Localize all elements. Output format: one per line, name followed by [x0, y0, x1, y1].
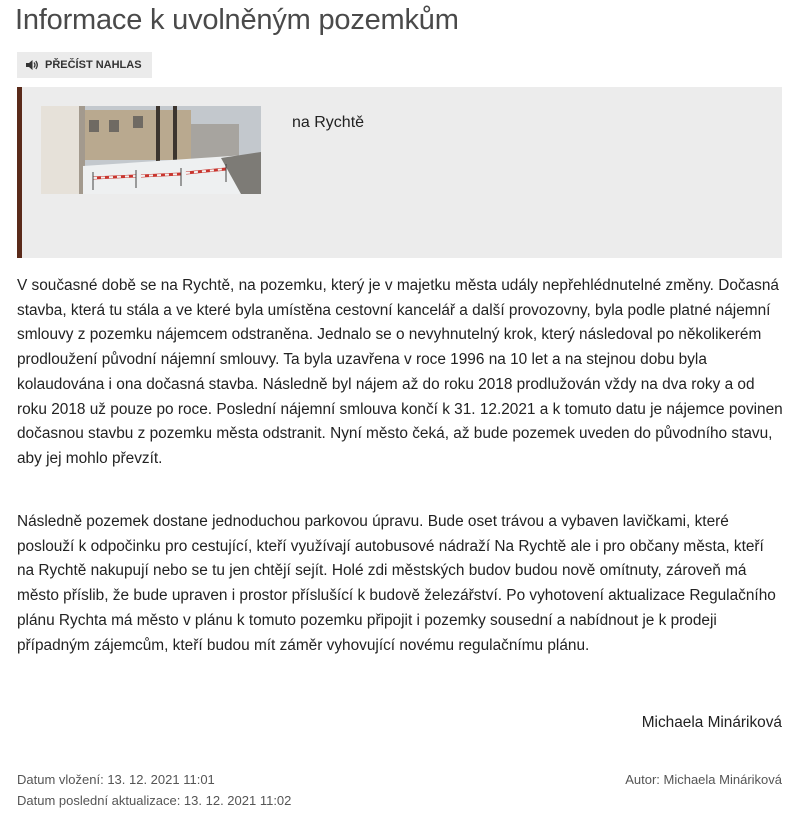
photo-caption: na Rychtě — [292, 114, 365, 131]
article-signature: Michaela Mináriková — [641, 714, 782, 731]
page-title: Informace k uvolněným pozemkům — [15, 4, 459, 36]
speaker-icon — [25, 59, 39, 71]
updated-date: Datum poslední aktualizace: 13. 12. 2021 11:02 — [17, 793, 292, 808]
article-paragraph-1: V současné době se na Rychtě, na pozemku, který je v majetku města udály nepřehlédnutelné změny. Dočasná stavba, která tu stála a ve které byla umístěna cestovní kancelář a další provozovny, byla podle platné nájemní smlouvy z pozemku nájemcem odstraněna. Jednalo se o nevyhnutelný krok, který následoval po několikerém prodloužení původní nájemní smlouvy. Ta byla uzavřena v roce 1996 na 10 let a na stejnou dobu byla kolaudována i ona dočasná stavba. Následně byl nájem až do roku 2018 prodlužován vždy na dva roky a od roku 2018 už pouze po roce. Poslední nájemní smlouva končí k 31. 12.2021 a k tomuto datu je nájemce povinen dočasnou stavbu z pozemku města odstranit. Nyní město čeká, až bude pozemek uveden do původního stavu, aby jej mohlo převzít. — [17, 277, 783, 467]
article-dates — [17, 769, 291, 811]
read-aloud-button[interactable] — [17, 52, 152, 78]
article-photo-image — [41, 106, 261, 194]
read-aloud-label: PŘEČÍST NAHLAS — [45, 59, 142, 71]
article-author: Autor: Michaela Mináriková — [625, 772, 782, 787]
posted-date: Datum vložení: 13. 12. 2021 11:01 — [17, 772, 215, 787]
article-photo[interactable] — [41, 106, 261, 194]
article-paragraph-2: Následně pozemek dostane jednoduchou parkovou úpravu. Bude oset trávou a vybaven lavičkami, které poslouží k odpočinku pro cestující, kteří využívají autobusové nádraží Na Rychtě ale i pro občany města, kteří na Rychtě nakupují nebo se tu jen chtějí sejít. Holé zdi městských budov budou nově omítnuty, zároveň má město příslib, že bude upraven i prostor příslušící k budově železářství. Po vyhotovení aktualizace Regulačního plánu Rychta má město v plánu k tomuto pozemku připojit i pozemky sousední a nabídnout je k prodeji případným zájemcům, kteří budou mít záměr vyhovující novému regulačnímu plánu. — [17, 513, 776, 654]
